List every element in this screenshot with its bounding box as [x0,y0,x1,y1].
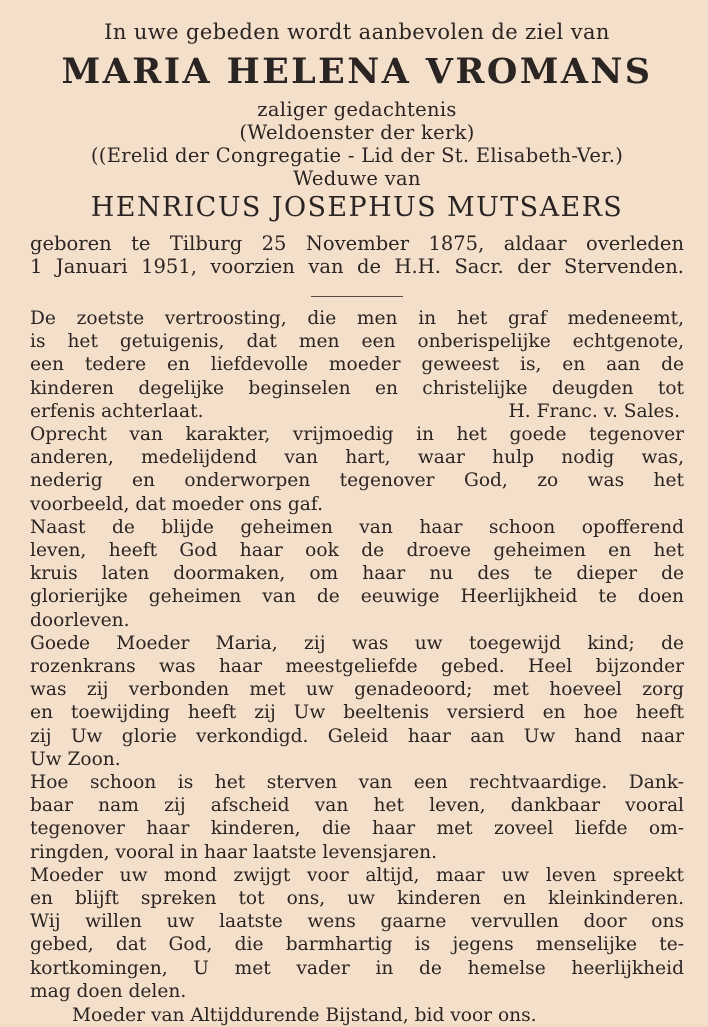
body-line: rozenkrans was haar meestgeliefde gebed. Heel bijzonder [30,656,684,678]
body-line: zij Uw glorie verkondigd. Geleid haar aan Uw hand naar [30,725,684,747]
body-line: tegenover haar kinderen, die haar met zoveel liefde om- [30,818,684,840]
subtitle-line: (Weldoenster der kerk) [239,121,475,144]
body-line: en toewijding heeft zij Uw beeltenis versierd en hoe heeft [30,702,684,724]
body-line: Goede Moeder Maria, zij was uw toegewijd kind; de [30,632,684,654]
birth-line: geboren te Tilburg 25 November 1875, aldaar overleden [30,232,684,255]
memorial-text [30,307,684,1027]
subtitle-line: ((Erelid der Congregatie - Lid der St. Elisabeth-Ver.) [90,144,624,167]
body-line: leven, heeft God haar ook de droeve geheimen en het [30,540,684,562]
body-line: Naast de blijde geheimen van haar schoon opofferend [30,516,684,538]
body-line: Wij willen uw laatste wens gaarne vervullen door ons [30,911,684,933]
husband-name: HENRICUS JOSEPHUS MUTSAERS [90,192,624,223]
body-line: Oprecht van karakter, vrijmoedig in het goede tegenover [30,424,684,446]
subtitle-line: zaliger gedachtenis [257,98,457,121]
body-line: mag doen delen. [30,980,187,1002]
birth-death-info [30,232,684,278]
body-line: baar nam zij afscheid van het leven, dankbaar vooral [30,795,684,817]
quote-last-line [30,400,684,423]
deceased-name: MARIA HELENA VROMANS [61,51,653,92]
subtitle-line: Weduwe van [293,167,421,190]
body-line: kortkomingen, U met vader in de hemelse heerlijkheid [30,957,684,979]
divider-rule [311,296,403,297]
body-line: glorierijke geheimen van de eeuwige Heerlijkheid te doen [30,586,684,608]
body-paragraphs [30,423,684,1003]
quote-line: De zoetste vertroosting, die men in het graf medeneemt, [30,308,684,329]
body-line: Hoe schoon is het sterven van een rechtvaardige. Dank- [30,772,684,794]
quote-line: een tedere en liefdevolle moeder geweest is, en aan de [30,354,684,376]
body-line: Uw Zoon. [30,748,121,770]
body-line: Moeder uw mond zwijgt voor altijd, maar uw leven spreekt [30,864,684,886]
closing-prayer: Moeder van Altijddurende Bijstand, bid voor ons. [72,1005,537,1027]
birth-line: 1 Januari 1951, voorzien van de H.H. Sacr. der Stervenden. [30,255,684,278]
body-line: anderen, medelijdend van hart, waar hulp nodig was, [30,447,684,469]
body-line: en blijft spreken tot ons, uw kinderen en kleinkinderen. [30,888,684,910]
body-line: kruis laten doormaken, om haar nu des te dieper de [30,563,684,585]
body-line: nederig en onderworpen tegenover God, zo was het [30,470,684,492]
intro-line: In uwe gebeden wordt aanbevolen de ziel van [104,20,610,44]
quote-attribution: H. Franc. v. Sales. [508,400,680,422]
quote-line: is het getuigenis, dat men een onberispelijke echtgenote, [30,331,684,353]
body-line: doorleven. [30,609,130,631]
body-line: ringden, vooral in haar laatste levensjaren. [30,841,438,863]
quote-line: kinderen degelijke beginselen en christelijke deugden tot [30,377,684,399]
body-line: was zij verbonden met uw genadeoord; met hoeveel zorg [30,679,684,701]
quote-line: erfenis achterlaat. [30,400,204,422]
body-line: voorbeeld, dat moeder ons gaf. [30,493,324,515]
body-line: gebed, dat God, die barmhartig is jegens menselijke te- [30,934,684,956]
